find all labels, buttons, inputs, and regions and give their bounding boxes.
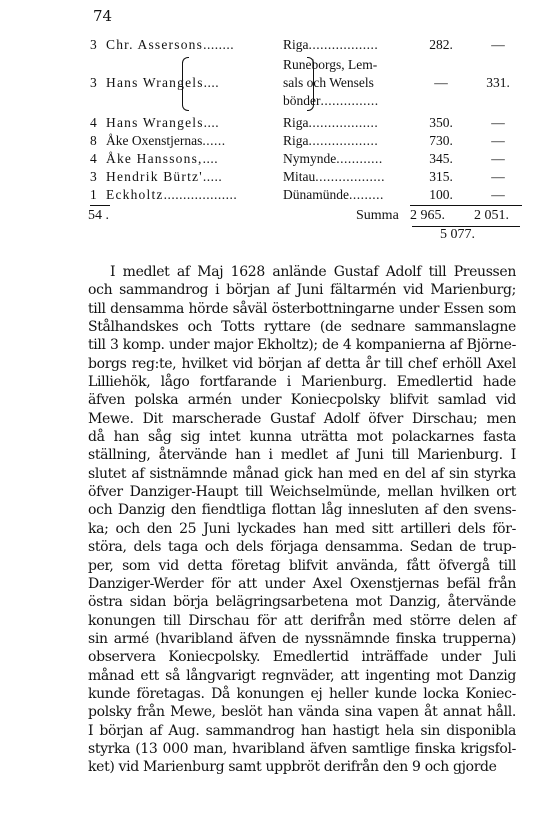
company-place-line: bönder............... [283,93,379,108]
total-rule-left [90,205,110,206]
text-line: till 3 komp. under major Ekholtz); de 4 kompanierna af Björne- [88,337,516,354]
company-name: Hans Wrangels.... [106,75,220,90]
text-line: per, som vid detta företag blifvit använda, fått öfvergå till [88,557,516,574]
company-place: Dünamünde......... [283,187,384,202]
text-line: månad ett så långvarigt regnväder, att ingenting mot Danzig [88,667,516,684]
company-count: 3 [90,37,97,52]
company-place: Riga.................. [283,115,379,130]
grand-total: 5 077. [440,227,475,242]
company-name: Åke Hanssons,.... [106,151,219,166]
text-line: Mewe. Dit marscherade Gustaf Adolf öfver Dirschau; men [88,410,516,427]
text-line: I början af Aug. sammandrog han hastigt hela sin disponibla [88,722,516,739]
value-col-2: — [491,133,505,148]
sum-col-2: 2 051. [474,208,509,223]
text-line: äfven polska armén under Koniecpolsky blifvit samlad vid [88,392,516,409]
page-number: 74 [93,7,113,25]
company-count: 4 [90,151,97,166]
company-count: 4 [90,115,97,130]
text-line: störa, dels taga och dels förjaga densamma. Sedan de trup- [88,539,516,556]
company-place: Nymynde............ [283,151,383,166]
value-col-1: 350. [429,115,453,130]
value-col-1: 730. [429,133,453,148]
company-count: 8 [90,133,97,148]
sum-col-1: 2 965. [410,208,445,223]
text-line: slutet af sistnämnde månad gick han med en del af sin styrka [88,465,516,482]
value-col-2: — [491,37,505,52]
text-line: borgs reg:te, hvilket vid början af detta år till chef erhöll Axel [88,355,516,372]
text-line: Danziger-Werder för att under Axel Oxenstjernas befäl från [88,575,516,592]
company-name: Åke Oxenstjernas...... [106,133,226,148]
text-line: och sammandrog i början af Juni fältarmén vid Marienburg; [88,282,516,299]
text-line: Stålhandskes och Totts ryttare (de sednare sammanslagne [88,319,516,336]
text-line: ställning, återvände han i medlet af Juni till Marienburg. I [88,447,516,464]
text-line: ket) vid Marienburg samt uppbröt derifrån den 9 och gjorde [88,759,497,776]
company-place: Riga.................. [283,133,379,148]
value-col-1: 282. [429,37,453,52]
value-col-2: — [491,169,505,184]
body-paragraph [88,263,516,777]
value-col-2: — [491,151,505,166]
total-rule-right [410,205,522,206]
company-count: 1 [90,187,97,202]
text-line: sin armé (hvaribland äfven de nyssnämnde finska trupperna) [88,630,516,647]
value-col-2: 331. [486,75,510,90]
text-line: observera Koniecpolsky. Emedlertid inträffade under Juli [88,649,516,666]
company-count: 3 [90,75,97,90]
value-col-2: — [491,115,505,130]
text-line: till densamma hörde såväl österbottningarne under Essen som [88,300,516,317]
company-count: 3 [90,169,97,184]
text-line: konungen till Dirschau för att derifrån med större delen af [88,612,516,629]
text-line: öfver Danziger-Haupt till Weichselmünde, mellan hvilken ort [88,484,516,501]
text-line: polsky från Mewe, beslöt han vända sina vapen åt annat håll. [88,704,516,721]
company-name: Chr. Assersons........ [106,37,235,52]
text-line: kunde företagas. Då konungen ej heller kunde locka Koniec- [88,685,516,702]
value-col-1: 100. [429,187,453,202]
company-place: Mitau.................. [283,169,385,184]
company-name: Hendrik Bürtz'..... [106,169,223,184]
text-line: och Danzig den fiendtliga flottan låg innesluten af den svens- [88,502,516,519]
text-line: Lilliehök, lågo fortfarande i Marienburg. Emedlertid hade [88,374,516,391]
value-col-1: — [434,75,448,90]
text-line: I medlet af Maj 1628 anlände Gustaf Adolf till Preussen [110,264,516,280]
text-line: ka; och den 25 Juni lyckades han med sitt artilleri dels för- [88,520,516,537]
value-col-1: 315. [429,169,453,184]
company-place: Riga.................. [283,37,379,52]
text-line: då han såg sig intet kunna uträtta mot polackarnes fasta [88,429,516,446]
text-line: östra sidan börja belägringsarbetena mot Danzig, återvände [88,594,516,611]
sum-label: Summa [356,208,399,223]
company-name: Hans Wrangels.... [106,115,220,130]
company-name: Eckholtz................... [106,187,238,202]
total-companies: 54 . [88,208,109,223]
value-col-2: — [491,187,505,202]
right-brace [307,57,314,111]
company-place-line: sals och Wensels [283,75,374,90]
company-place-line: Runeborgs, Lem- [283,57,378,72]
value-col-1: 345. [429,151,453,166]
left-brace [182,57,189,111]
text-line: styrka (13 000 man, hvaribland äfven samtlige finska krigsfol- [88,740,516,757]
